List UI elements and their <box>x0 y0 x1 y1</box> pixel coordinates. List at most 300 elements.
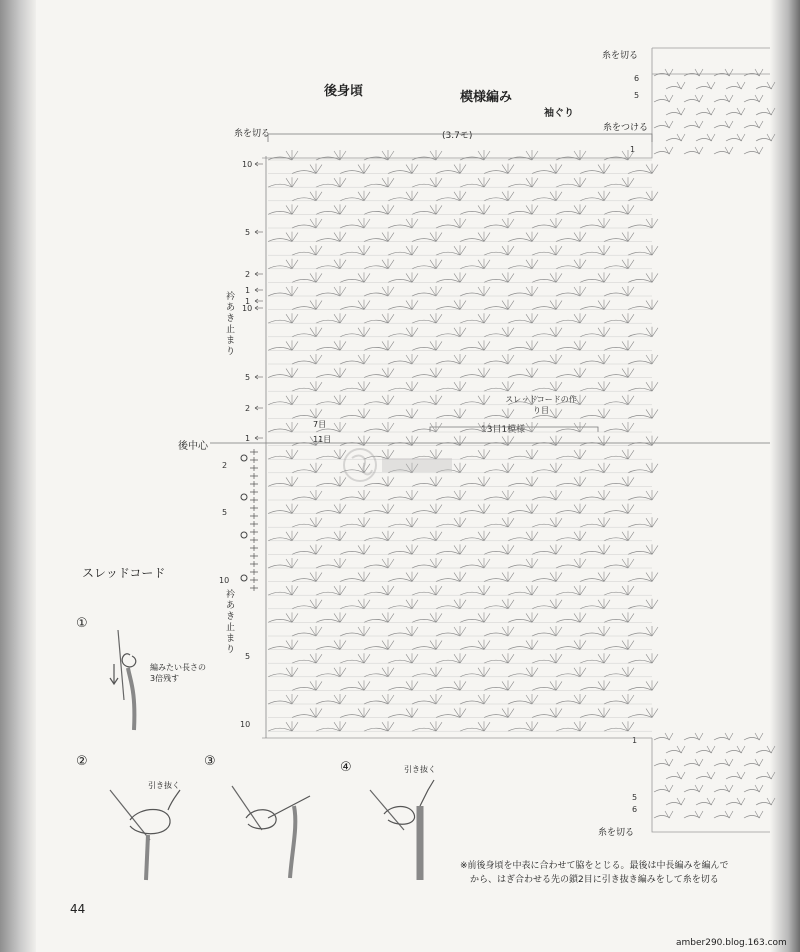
chain-arc <box>628 171 652 174</box>
chain-arc <box>316 266 340 269</box>
stitch-fan <box>665 733 673 740</box>
chain-arc <box>316 184 340 187</box>
stitch-fan <box>725 733 733 740</box>
chain-arc <box>316 619 340 622</box>
chain-arc <box>412 375 436 378</box>
stitch-fan <box>695 147 703 154</box>
label-back-center: 後中心 <box>178 441 208 452</box>
chain-arc <box>412 511 436 514</box>
chain-arc <box>604 402 628 405</box>
chain-arc <box>460 347 484 350</box>
stitch-fan <box>767 772 775 779</box>
chain-arc <box>508 293 532 296</box>
stitch-fan <box>677 134 685 141</box>
chain-arc <box>388 524 412 527</box>
chain-arc <box>580 551 604 554</box>
chain-arc <box>460 184 484 187</box>
chain-arc <box>556 647 580 650</box>
chain-arc <box>364 239 388 242</box>
chain-arc <box>340 415 364 418</box>
chain-arc <box>604 429 628 432</box>
chain-arc <box>604 647 628 650</box>
cord-stitch-mark <box>250 481 258 487</box>
chain-arc <box>292 388 316 391</box>
chain-arc <box>436 307 460 310</box>
chain-arc <box>388 579 412 582</box>
cord-stitch-mark <box>250 569 258 575</box>
chain-arc <box>556 347 580 350</box>
chain-arc <box>292 171 316 174</box>
stitch-fan <box>695 69 703 76</box>
chain-arc <box>412 184 436 187</box>
cord-stitch-mark <box>250 561 258 567</box>
row-number: 1 <box>245 286 251 295</box>
chain-arc <box>412 701 436 704</box>
chain-arc <box>292 334 316 337</box>
chain-arc <box>268 347 292 350</box>
row-arrow <box>255 406 263 410</box>
chain-arc <box>340 551 364 554</box>
chain-arc <box>268 293 292 296</box>
chain-arc <box>508 211 532 214</box>
chain-arc <box>268 375 292 378</box>
step-2-number: ② <box>76 754 88 769</box>
chain-arc <box>316 674 340 677</box>
stitch-fan <box>677 82 685 89</box>
stitch-fan <box>665 147 673 154</box>
chain-arc <box>292 715 316 718</box>
chain-arc <box>580 334 604 337</box>
chain-arc <box>340 606 364 609</box>
chain-arc <box>412 320 436 323</box>
label-attach-yarn: 糸をつける <box>603 123 649 133</box>
stitch-fan <box>755 733 763 740</box>
stitch-fan <box>707 134 715 141</box>
chain-arc <box>508 429 532 432</box>
chain-arc <box>556 402 580 405</box>
chain-arc <box>628 524 652 527</box>
row-number: 5 <box>634 91 640 100</box>
chain-arc <box>604 701 628 704</box>
chain-arc <box>436 252 460 255</box>
chain-arc <box>364 375 388 378</box>
chain-arc <box>508 320 532 323</box>
chain-arc <box>364 157 388 160</box>
page-number: 44 <box>70 902 86 916</box>
stitch-fan <box>725 95 733 102</box>
step-2-note: 引き抜く <box>148 781 180 790</box>
chain-arc <box>556 674 580 677</box>
chain-arc <box>436 198 460 201</box>
chain-arc <box>460 266 484 269</box>
stitch-fan <box>755 95 763 102</box>
chain-arc <box>268 211 292 214</box>
chain-arc <box>460 211 484 214</box>
chain-arc <box>508 483 532 486</box>
chain-arc <box>268 538 292 541</box>
chain-arc <box>340 388 364 391</box>
cord-stitch-mark <box>250 457 258 463</box>
cord-stitch-mark <box>250 513 258 519</box>
chain-arc <box>628 470 652 473</box>
step-1-note: 編みたい長さの3倍残す <box>150 663 206 683</box>
chain-arc <box>628 361 652 364</box>
chain-arc <box>604 320 628 323</box>
chain-arc <box>556 592 580 595</box>
chain-arc <box>580 171 604 174</box>
chain-arc <box>388 279 412 282</box>
chain-arc <box>484 633 508 636</box>
chain-arc <box>604 483 628 486</box>
chain-arc <box>364 211 388 214</box>
chain-arc <box>628 279 652 282</box>
chain-arc <box>340 687 364 690</box>
chain-arc <box>484 606 508 609</box>
chain-arc <box>556 565 580 568</box>
chain-arc <box>580 307 604 310</box>
stitch-fan <box>665 785 673 792</box>
label-thread-cord-start: スレッドコードの作り目 <box>502 394 580 416</box>
stitch-fan <box>707 746 715 753</box>
chain-arc <box>484 687 508 690</box>
chain-arc <box>436 579 460 582</box>
chain-arc <box>484 388 508 391</box>
chain-arc <box>316 429 340 432</box>
chain-arc <box>364 184 388 187</box>
chain-arc <box>532 388 556 391</box>
chain-arc <box>532 279 556 282</box>
chain-arc <box>604 674 628 677</box>
chain-arc <box>460 375 484 378</box>
chain-arc <box>532 551 556 554</box>
chain-arc <box>556 701 580 704</box>
stitch-fan <box>767 82 775 89</box>
chain-arc <box>532 524 556 527</box>
title-back-body: 後身頃 <box>324 84 364 99</box>
row-number: 2 <box>222 461 228 470</box>
chain-arc <box>580 687 604 690</box>
chain-arc <box>508 674 532 677</box>
stitch-fan <box>707 82 715 89</box>
chain-arc <box>412 157 436 160</box>
row-arrow <box>255 306 263 310</box>
label-stitch-count-11: 11目 <box>313 435 332 444</box>
chain-arc <box>436 633 460 636</box>
label-repeat-unit: 13目1模様 <box>478 422 528 435</box>
chain-arc <box>460 456 484 459</box>
chain-arc <box>292 551 316 554</box>
stitch-fan <box>707 772 715 779</box>
chain-arc <box>316 728 340 731</box>
chain-arc <box>412 211 436 214</box>
chain-arc <box>628 225 652 228</box>
chain-arc <box>532 252 556 255</box>
chain-arc <box>532 660 556 663</box>
chain-arc <box>460 538 484 541</box>
stitch-fan <box>767 746 775 753</box>
chain-arc <box>604 538 628 541</box>
row-number: 1 <box>630 145 636 154</box>
cord-stitch-mark <box>250 577 258 583</box>
stitch-fan <box>755 121 763 128</box>
chain-arc <box>628 633 652 636</box>
chain-arc <box>628 715 652 718</box>
cord-stitch-mark <box>250 537 258 543</box>
stitch-fan <box>737 798 745 805</box>
chain-arc <box>484 361 508 364</box>
chain-arc <box>484 307 508 310</box>
chain-arc <box>316 483 340 486</box>
row-number: 6 <box>634 74 640 83</box>
stitch-fan <box>677 772 685 779</box>
chain-arc <box>604 266 628 269</box>
label-width-measure: (3.7モ) <box>440 128 474 141</box>
chain-arc <box>508 565 532 568</box>
stitch-fan <box>737 134 745 141</box>
stitch-fan <box>755 69 763 76</box>
cord-stitch-mark <box>250 553 258 559</box>
chain-arc <box>460 701 484 704</box>
chain-arc <box>604 728 628 731</box>
chain-arc <box>436 415 460 418</box>
stitch-fan <box>725 785 733 792</box>
chain-arc <box>580 660 604 663</box>
chain-arc <box>340 660 364 663</box>
chain-arc <box>580 388 604 391</box>
chain-arc <box>292 524 316 527</box>
row-arrow <box>255 299 263 303</box>
chain-arc <box>364 429 388 432</box>
chain-arc <box>508 266 532 269</box>
row-number: 2 <box>245 270 251 279</box>
chain-arc <box>604 347 628 350</box>
chain-arc <box>268 728 292 731</box>
chain-arc <box>268 320 292 323</box>
chain-arc <box>316 211 340 214</box>
chain-arc <box>316 293 340 296</box>
stitch-fan <box>767 134 775 141</box>
chain-arc <box>460 619 484 622</box>
chain-arc <box>532 171 556 174</box>
chain-arc <box>388 388 412 391</box>
label-cut-yarn-top: 糸を切る <box>602 51 639 61</box>
chain-arc <box>412 565 436 568</box>
chain-arc <box>316 565 340 568</box>
chain-arc <box>364 647 388 650</box>
chain-arc <box>436 524 460 527</box>
chain-arc <box>508 375 532 378</box>
chain-arc <box>460 429 484 432</box>
chain-arc <box>436 660 460 663</box>
row-number: 5 <box>632 793 638 802</box>
chain-arc <box>628 606 652 609</box>
chain-arc <box>292 307 316 310</box>
chain-arc <box>484 579 508 582</box>
stitch-fan <box>767 108 775 115</box>
cord-stitch-mark <box>250 545 258 551</box>
chain-arc <box>388 198 412 201</box>
chain-arc <box>436 225 460 228</box>
chain-arc <box>364 565 388 568</box>
chain-arc <box>412 293 436 296</box>
row-arrow <box>255 288 263 292</box>
stitch-fan <box>677 108 685 115</box>
chain-arc <box>556 511 580 514</box>
chain-arc <box>628 415 652 418</box>
stitch-fan <box>707 798 715 805</box>
stitch-fan <box>695 759 703 766</box>
chain-arc <box>340 524 364 527</box>
chain-arc <box>364 511 388 514</box>
chain-arc <box>388 687 412 690</box>
chain-arc <box>412 239 436 242</box>
chain-arc <box>508 347 532 350</box>
chain-arc <box>532 579 556 582</box>
chain-arc <box>460 511 484 514</box>
chain-arc <box>316 320 340 323</box>
chain-arc <box>484 415 508 418</box>
chain-arc <box>460 483 484 486</box>
chain-arc <box>484 715 508 718</box>
chain-arc <box>604 239 628 242</box>
chain-arc <box>532 633 556 636</box>
chain-arc <box>436 497 460 500</box>
chain-arc <box>268 456 292 459</box>
chain-arc <box>532 497 556 500</box>
chain-arc <box>340 633 364 636</box>
chain-arc <box>268 266 292 269</box>
chain-arc <box>364 402 388 405</box>
chain-arc <box>556 211 580 214</box>
chain-arc <box>484 497 508 500</box>
chain-arc <box>268 483 292 486</box>
row-arrow <box>255 162 263 166</box>
cord-stitch-mark <box>250 521 258 527</box>
stitch-fan <box>677 798 685 805</box>
chain-arc <box>364 674 388 677</box>
chain-arc <box>604 375 628 378</box>
chain-arc <box>460 674 484 677</box>
chain-arc <box>508 592 532 595</box>
chain-arc <box>604 293 628 296</box>
title-pattern-stitch: 模様編み <box>460 90 513 105</box>
chain-arc <box>364 266 388 269</box>
chain-arc <box>508 239 532 242</box>
step-1-number: ① <box>76 616 88 631</box>
chain-arc <box>436 551 460 554</box>
chain-arc <box>268 511 292 514</box>
stitch-fan <box>695 785 703 792</box>
chain-arc <box>628 388 652 391</box>
watermark-logo <box>342 440 462 490</box>
row-arrow <box>255 272 263 276</box>
chain-arc <box>292 198 316 201</box>
chain-arc <box>436 361 460 364</box>
chain-arc <box>460 728 484 731</box>
chain-arc <box>628 551 652 554</box>
stitch-fan <box>695 121 703 128</box>
chain-arc <box>436 279 460 282</box>
chain-arc <box>364 619 388 622</box>
chain-arc <box>604 565 628 568</box>
chain-arc <box>508 619 532 622</box>
cord-stitch-mark <box>250 505 258 511</box>
cord-stitch-mark <box>250 449 258 455</box>
chain-arc <box>460 320 484 323</box>
chain-arc <box>628 497 652 500</box>
chain-arc <box>628 252 652 255</box>
row-number: 1 <box>245 434 251 443</box>
chain-arc <box>604 456 628 459</box>
chain-arc <box>484 524 508 527</box>
chain-arc <box>388 225 412 228</box>
chain-arc <box>532 307 556 310</box>
chain-arc <box>508 456 532 459</box>
chain-arc <box>268 429 292 432</box>
cord-loop-mark <box>241 455 247 461</box>
chain-arc <box>580 633 604 636</box>
chain-arc <box>532 470 556 473</box>
chain-arc <box>340 279 364 282</box>
chain-arc <box>316 511 340 514</box>
chain-arc <box>508 647 532 650</box>
chain-arc <box>292 606 316 609</box>
chain-arc <box>556 157 580 160</box>
stitch-fan <box>755 785 763 792</box>
chain-arc <box>316 239 340 242</box>
chain-arc <box>364 293 388 296</box>
stitch-fan <box>695 811 703 818</box>
chain-arc <box>484 279 508 282</box>
chain-arc <box>292 687 316 690</box>
title-armhole: 袖ぐり <box>544 108 574 119</box>
chain-arc <box>484 171 508 174</box>
cord-stitch-mark <box>250 529 258 535</box>
row-number: 6 <box>632 805 638 814</box>
chain-arc <box>292 361 316 364</box>
chain-arc <box>412 619 436 622</box>
chain-arc <box>556 538 580 541</box>
chain-arc <box>340 307 364 310</box>
step-3-number: ③ <box>204 754 216 769</box>
stitch-fan <box>737 108 745 115</box>
chain-arc <box>604 511 628 514</box>
stitch-fan <box>725 811 733 818</box>
row-number: 5 <box>222 508 228 517</box>
chain-arc <box>532 687 556 690</box>
row-number: 1 <box>632 736 638 745</box>
stitch-fan <box>737 82 745 89</box>
chain-arc <box>340 361 364 364</box>
chain-arc <box>556 483 580 486</box>
chain-arc <box>436 388 460 391</box>
chain-arc <box>268 402 292 405</box>
chain-arc <box>292 225 316 228</box>
chain-arc <box>484 225 508 228</box>
chain-arc <box>268 157 292 160</box>
chain-arc <box>436 606 460 609</box>
row-arrow <box>255 375 263 379</box>
cord-loop-mark <box>241 532 247 538</box>
chain-arc <box>436 334 460 337</box>
chain-arc <box>316 592 340 595</box>
chain-arc <box>412 674 436 677</box>
chain-arc <box>412 402 436 405</box>
chain-arc <box>292 579 316 582</box>
step-4-number: ④ <box>340 760 352 775</box>
chain-arc <box>628 579 652 582</box>
chain-arc <box>580 470 604 473</box>
